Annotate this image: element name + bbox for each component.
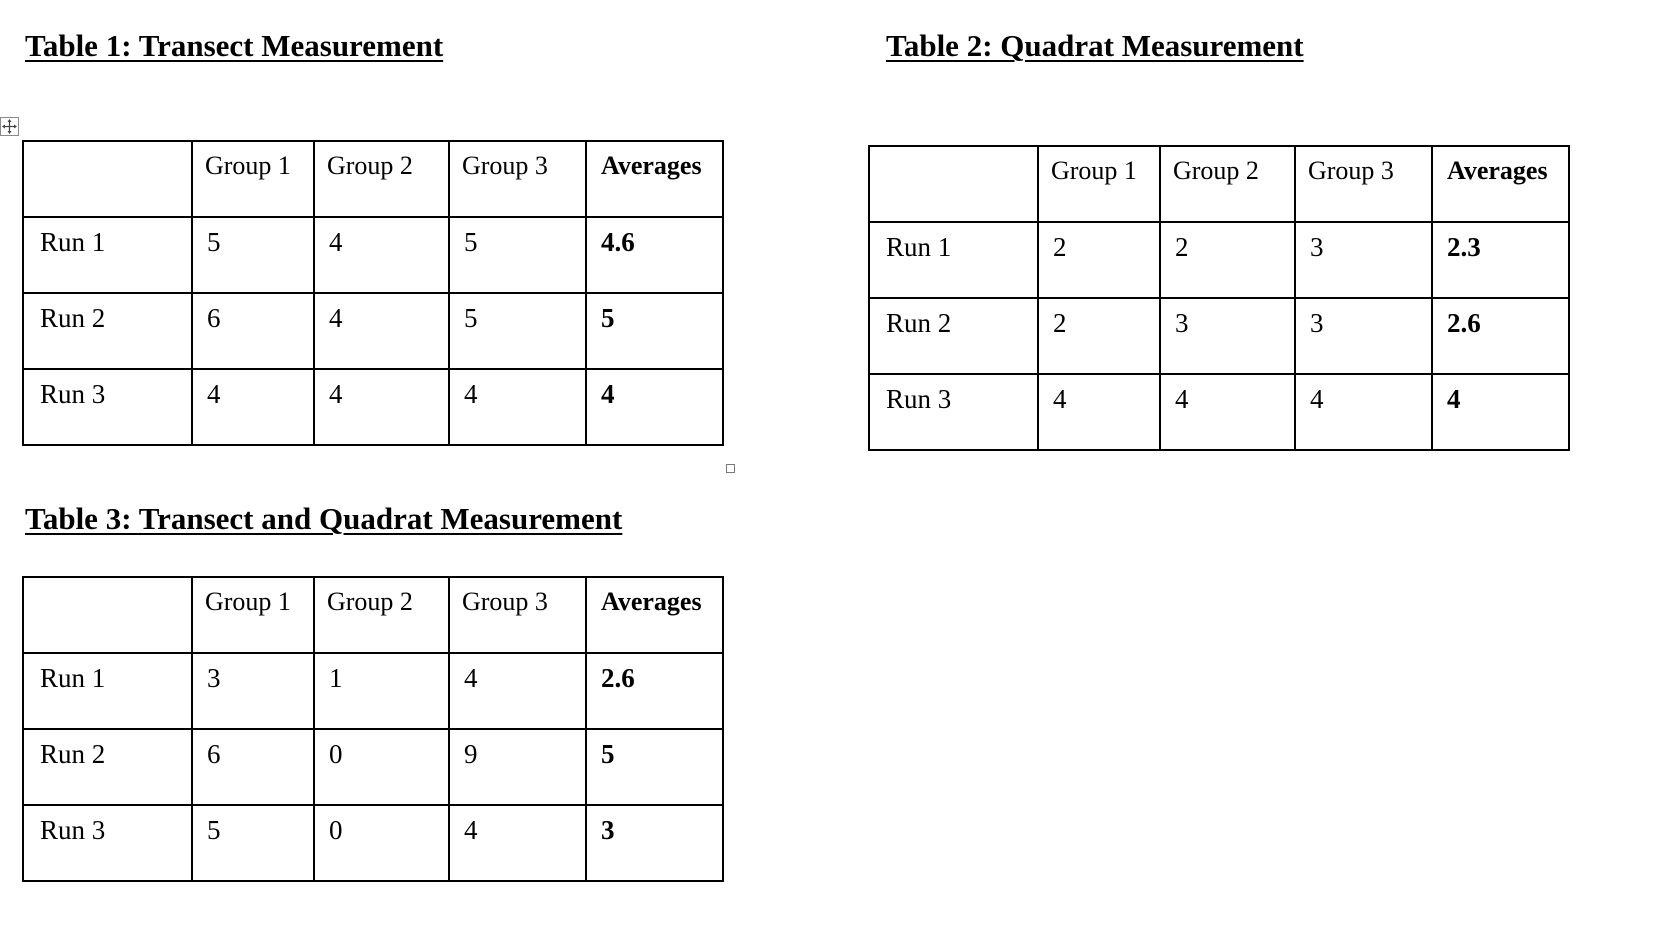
header-cell-group-3: Group 3 [449,141,586,217]
header-cell-group-1: Group 1 [192,141,314,217]
cell-value: 2 [1038,222,1160,298]
cell-value: 5 [449,293,586,369]
row-label: Run 1 [869,222,1038,298]
cell-value: 5 [192,217,314,293]
header-cell-averages: Averages [586,141,723,217]
cell-average: 4.6 [586,217,723,293]
cell-value: 5 [192,805,314,881]
table-row [869,374,1569,450]
row-label: Run 3 [23,369,192,445]
header-cell-empty [23,141,192,217]
transect-table [22,140,724,446]
cell-value: 4 [449,653,586,729]
cell-average: 5 [586,293,723,369]
cell-average: 2.3 [1432,222,1569,298]
header-cell-averages: Averages [1432,146,1569,222]
table-row [869,298,1569,374]
table-1-title: Table 1: Transect Measurement [25,28,444,63]
cell-value: 4 [314,369,449,445]
header-cell-group-3: Group 3 [449,577,586,653]
cell-value: 4 [192,369,314,445]
quadrat-table [868,145,1570,451]
header-cell-group-3: Group 3 [1295,146,1432,222]
row-label: Run 2 [869,298,1038,374]
table-resize-handle[interactable] [726,464,735,473]
table-3-title: Table 3: Transect and Quadrat Measurement [25,501,623,536]
cell-value: 9 [449,729,586,805]
header-cell-group-1: Group 1 [1038,146,1160,222]
table-row [869,222,1569,298]
cell-value: 1 [314,653,449,729]
cell-value: 6 [192,293,314,369]
cell-average: 4 [1432,374,1569,450]
cell-value: 4 [1160,374,1295,450]
cell-value: 3 [1295,222,1432,298]
table-header-row [23,577,723,653]
row-label: Run 1 [23,653,192,729]
cell-value: 4 [1295,374,1432,450]
cell-value: 3 [1160,298,1295,374]
cell-value: 4 [449,369,586,445]
table-move-handle[interactable] [0,117,19,136]
cell-value: 4 [1038,374,1160,450]
table-row [23,369,723,445]
table-row [23,805,723,881]
cell-value: 2 [1160,222,1295,298]
cell-value: 3 [192,653,314,729]
row-label: Run 1 [23,217,192,293]
cell-value: 4 [449,805,586,881]
cell-value: 0 [314,729,449,805]
row-label: Run 3 [23,805,192,881]
header-cell-empty [869,146,1038,222]
row-label: Run 2 [23,729,192,805]
cell-value: 4 [314,293,449,369]
table-row [23,217,723,293]
table-2-title: Table 2: Quadrat Measurement [886,28,1304,63]
transect-quadrat-table [22,576,724,882]
cell-value: 4 [314,217,449,293]
header-cell-group-2: Group 2 [314,141,449,217]
cell-average: 2.6 [586,653,723,729]
row-label: Run 2 [23,293,192,369]
header-cell-averages: Averages [586,577,723,653]
cell-average: 3 [586,805,723,881]
header-cell-group-1: Group 1 [192,577,314,653]
table-row [23,653,723,729]
row-label: Run 3 [869,374,1038,450]
cell-value: 0 [314,805,449,881]
table-row [23,293,723,369]
cell-average: 5 [586,729,723,805]
cell-average: 4 [586,369,723,445]
header-cell-empty [23,577,192,653]
cell-value: 2 [1038,298,1160,374]
cell-value: 6 [192,729,314,805]
header-cell-group-2: Group 2 [314,577,449,653]
cell-average: 2.6 [1432,298,1569,374]
table-header-row [23,141,723,217]
table-header-row [869,146,1569,222]
table-row [23,729,723,805]
header-cell-group-2: Group 2 [1160,146,1295,222]
move-arrows-icon [1,118,18,135]
cell-value: 3 [1295,298,1432,374]
cell-value: 5 [449,217,586,293]
